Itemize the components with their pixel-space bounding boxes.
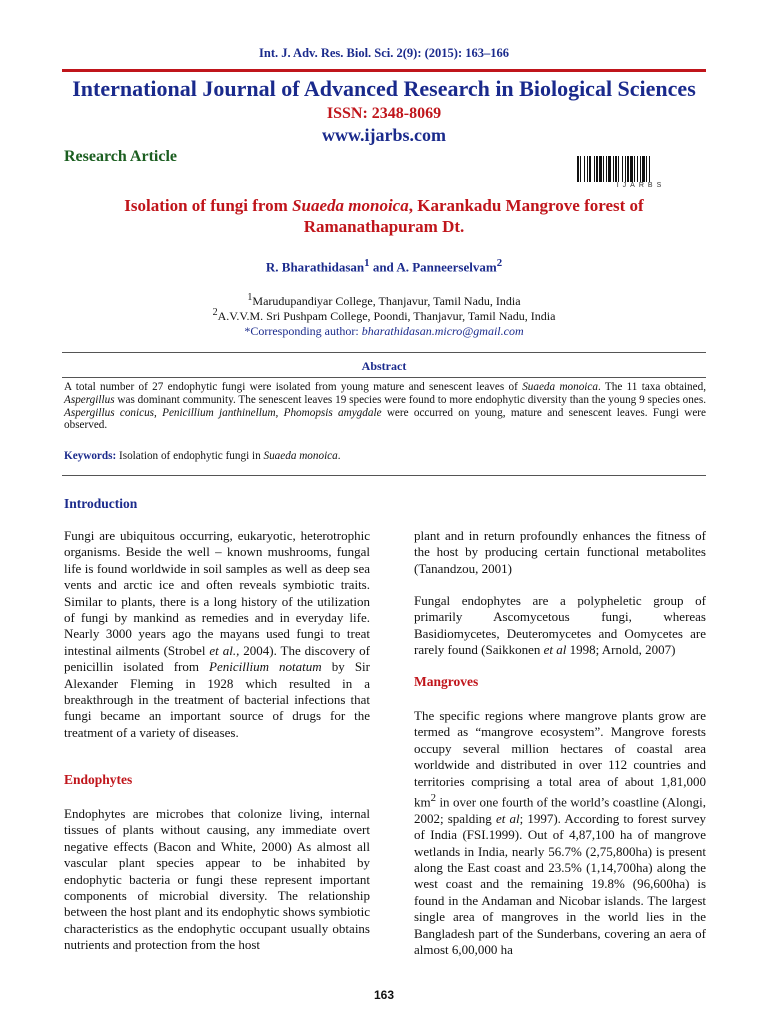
mangroves-heading: Mangroves (414, 674, 479, 689)
abstract-rule-top (62, 352, 706, 353)
mangroves-paragraph: The specific regions where mangrove plants grow are termed as “mangrove ecosystem”. Mangrove forests occupy several million hectares of coastal area worldwide and distributed in over 112 countries and territories comprising a total area of about 1,81,000 $km^2$ in over one fourth of the world’s coastline (Alongi, 2002; spalding et al; 1997). According to forest survey of India (FSI.1999). Out of 4,87,100 ha of mangrove wetlands in India, nearly 56.7% (2,75,800ha) is present along the East coast and 23.5% (1,14,700ha) along the west coast and the remaining 19.8% (96,600ha) is found in the Andaman and Nicobar islands. The largest single area of mangroves in the world lies in the Bangladesh part of the Sunderbans, covering an aera of almost 6,00,000 ha (414, 708, 706, 958)
author-1: R. Bharathidasan (265, 259, 365, 275)
column2-paragraph-2: Fungal endophytes are a polypheletic group of primarily Ascomycetous fungi, whereas Basidiomycetes, Deuteromycetes and Oomycetes are rarely found (Saikkonen et al 1998; Arnold, 2007) (414, 593, 706, 658)
introduction-paragraph: Fungi are ubiquitous occurring, eukaryotic, heterotrophic organisms. Beside the well – known mushrooms, fungal life is found worldwide in soil samples as well as deep sea vents and arctic ice and often reveals symbiotic traits. Similar to plants, there is a long history of the utilization of fungi by mankind as remedies and in everyday life. Nearly 3000 years ago the mayans used fungi to treat intestinal ailments (Strobel et al., 2004). The discovery of penicillin isolated from Penicillium notatum by Sir Alexander Fleming in 1928 which resulted in a breakthrough in the treatment of bacterial infections that fungi became an important source of drugs for the treatment of a variety of diseases. (64, 528, 370, 740)
author-list: R. Bharathidasan$^1$ and A. Panneerselvam$^2$ (265, 257, 503, 275)
issn: ISSN: 2348-8069 (326, 105, 442, 122)
section-type-label: Research Article (64, 148, 177, 165)
barcode-icon (577, 156, 705, 182)
corresponding-author: *Corresponding author: bharathidasan.micro@gmail.com (244, 324, 524, 338)
abstract-rule-mid (62, 377, 706, 378)
title-species: Suaeda monoica (292, 196, 409, 215)
page-number: 163 (373, 988, 395, 1002)
column2-paragraph-1: plant and in return profoundly enhances the fitness of the host by producing certain functional metabolites (Tanandzou, 2001) (414, 528, 706, 576)
journal-website-link[interactable]: www.ijarbs.com (322, 125, 446, 145)
introduction-heading: Introduction (64, 496, 138, 511)
corresponding-email-link[interactable]: bharathidasan.micro@gmail.com (361, 324, 524, 338)
keywords: Keywords: Isolation of endophytic fungi in Suaeda monoica. (64, 450, 341, 462)
affiliation-1: $^1$Marudupandiyar College, Thanjavur, Tamil Nadu, India (247, 292, 521, 308)
journal-citation: Int. J. Adv. Res. Biol. Sci. 2(9): (2015): 163–166 (259, 46, 509, 60)
author-2: A. Panneerselvam (396, 259, 497, 275)
header-rule (62, 69, 706, 72)
affiliation-2: $^2$A.V.V.M. Sri Pushpam College, Poondi, Thanjavur, Tamil Nadu, India (212, 307, 556, 323)
journal-title: International Journal of Advanced Research in Biological Sciences (72, 76, 696, 101)
article-title: Isolation of fungi from Suaeda monoica, Karankadu Mangrove forest of Ramanathapuram Dt. (124, 196, 644, 236)
barcode-label: IJARBS (616, 182, 666, 189)
endophytes-paragraph: Endophytes are microbes that colonize living, internal tissues of plants without causing, any immediate overt negative effects (Bacon and White, 2000) As almost all vascular plant species appear to be inhabited by endophytic bacteria or fungi these represent important components of microbial diversity. The relationship between the host plant and its endophytic shows symbiotic characteristics as the endophytic occupant usually obtains nutrients and protection from the host (64, 806, 370, 953)
abstract-text: A total number of 27 endophytic fungi were isolated from young mature and senescent leaves of Suaeda monoica. The 11 taxa obtained, Aspergillus was dominant community. The senescent leaves 19 species were found to more endophytic diversity than the young 9 species ones. Aspergillus conicus, Penicillium janthinellum, Phomopsis amygdale were occurred on young, mature and senescent leaves. Fungi were observed. (64, 381, 707, 432)
abstract-heading: Abstract (361, 359, 407, 373)
abstract-rule-bottom (62, 475, 706, 476)
endophytes-heading: Endophytes (64, 772, 133, 787)
